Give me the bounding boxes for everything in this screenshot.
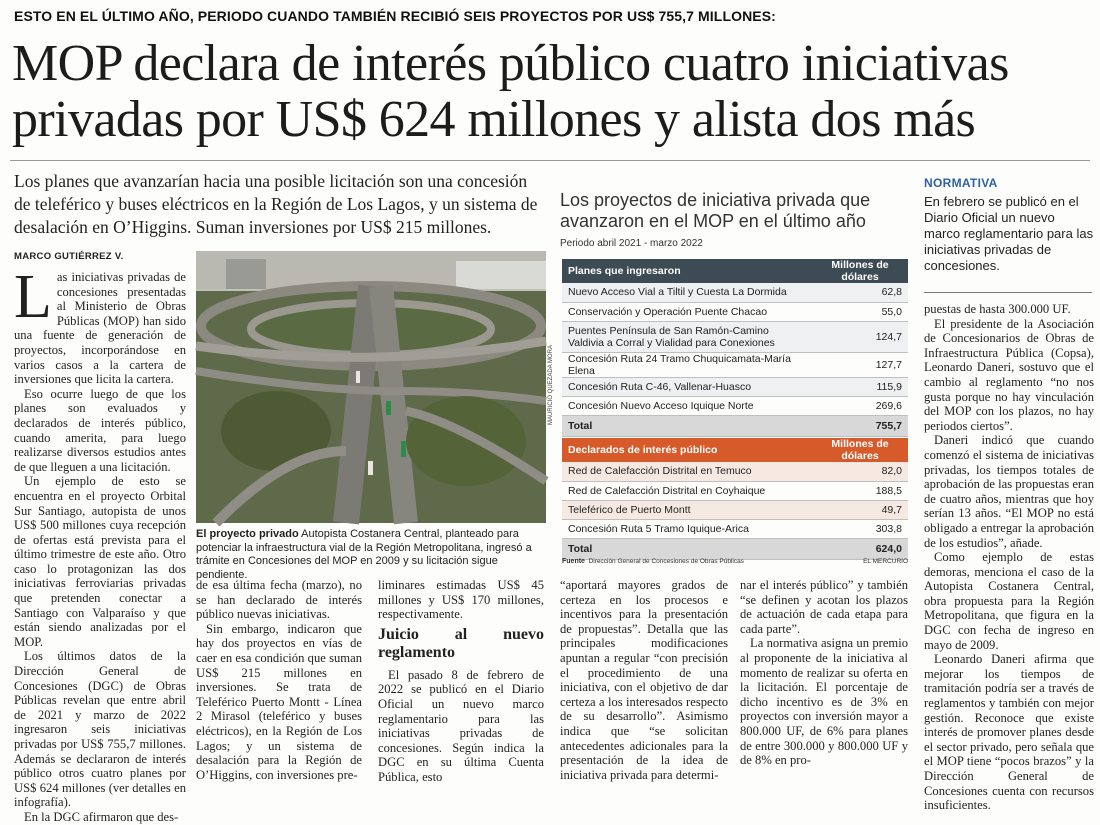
- table-header-unit: Millones de dólares: [812, 259, 908, 283]
- caption-lead: El proyecto privado: [196, 528, 299, 540]
- paragraph: [14, 263, 186, 387]
- column-4: [560, 578, 728, 782]
- row-value: 62,8: [812, 283, 908, 302]
- column-1: [14, 263, 186, 825]
- infographic-source: [562, 558, 908, 565]
- column-2: [196, 578, 362, 782]
- row-value: 124,7: [812, 321, 908, 352]
- divider: [10, 160, 1090, 161]
- paragraph: Los últimos datos de la Dirección General de Concesiones (DGC) de Obras Públicas revelan que entre abril de 2021 y marzo de 2022 ingresaron seis iniciativas privadas por US$ 755,7 millones. Además se declararon de interés público otros cuatro planes por US$ 624 millones (ver detalles en infografía).: [14, 649, 186, 810]
- paragraph: puestas de hasta 300.000 UF.: [924, 302, 1071, 316]
- headline: MOP declara de interés público cuatro iniciativas privadas por US$ 624 millones y alista dos más: [12, 35, 1009, 148]
- paragraph: En la DGC afirmaron que des-: [24, 809, 179, 824]
- table-header-unit: Millones de dólares: [812, 438, 908, 462]
- table-total-row: [562, 415, 908, 436]
- row-value: 55,0: [812, 302, 908, 321]
- row-name: Concesión Ruta C-46, Vallenar-Huasco: [562, 377, 812, 396]
- row-name: Concesión Ruta 5 Tramo Iquique-Arica: [562, 519, 812, 538]
- paragraph: Un ejemplo de esto se encuentra en el proyecto Orbital Sur Santiago, autopista de unos US$ 500 millones cuya recepción de ofertas está prevista para el último trimestre de este año. Otro caso lo protagonizan las dos iniciativas ferroviarias privadas que pretenden conectar a Santiago con Valparaíso y que están siendo analizadas por el MOP.: [14, 474, 186, 649]
- table-row: [562, 481, 908, 500]
- paragraph: liminares estimadas US$ 45 millones y US$ 170 millones, respectivamente.: [378, 578, 544, 622]
- table-row: [562, 283, 908, 302]
- table-row: [562, 302, 908, 321]
- caption-text: Autopista Costanera Central, planteado para potenciar la infraestructura vial de la Región Metropolitana, ingresó a trámite en Concesiones del MOP en 2009 y su licitación sigue pendiente.: [196, 528, 532, 581]
- paragraph: Eso ocurre luego de que los planes son evaluados y declarados de interés público, cuando amerita, para luego realizarse diversos estudios antes de que lleguen a una licitación.: [14, 386, 186, 474]
- normativa-heading: NORMATIVA: [924, 176, 998, 190]
- photo-credit: MAURICIO QUEZADA MORA: [548, 344, 554, 425]
- normativa-text: En febrero se publicó en el Diario Oficial un nuevo marco reglamentario para las iniciativas privadas de concesiones.: [924, 194, 1094, 273]
- paragraph: El presidente de la Asociación de Concesionarios de Obras de Infraestructura Pública (Copsa), Leonardo Daneri, sostuvo que el cambio al reglamento “no nos gusta porque no hay vinculación del MOP con los plazos, no hay periodos ciertos”.: [924, 316, 1094, 433]
- drop-cap: L: [14, 263, 52, 331]
- row-value: 82,0: [812, 462, 908, 481]
- photo-caption: [196, 528, 548, 582]
- table-row: [562, 321, 908, 352]
- total-value: 624,0: [812, 538, 908, 559]
- total-label: Total: [562, 538, 812, 559]
- table-row: [562, 377, 908, 396]
- infographic-title: Los proyectos de iniciativa privada que avanzaron en el MOP en el último año: [560, 190, 871, 231]
- table-row: [562, 462, 908, 481]
- kicker: ESTO EN EL ÚLTIMO AÑO, PERIODO CUANDO TAMBIÉN RECIBIÓ SEIS PROYECTOS POR US$ 755,7 MILLONES:: [14, 8, 776, 24]
- paragraph: La normativa asigna un premio al proponente de la iniciativa al momento de realizar su oferta en la licitación. El porcentaje de dicho incentivo es de 3% en proyectos con inversión mayor a 800.000 UF, de 6% para planes de entre 300.000 y 800.000 UF y de 8% en pro-: [740, 636, 908, 768]
- table-planes-ingresaron: [562, 259, 908, 437]
- deck: Los planes que avanzarían hacia una posible licitación son una concesión de teleférico y buses eléctricos en la Región de Los Lagos, y un sistema de desalación en O’Higgins. Suman inversiones por US$ 215 millones.: [14, 171, 538, 237]
- table-row: [562, 519, 908, 538]
- row-name: Nuevo Acceso Vial a Tiltil y Cuesta La Dormida: [562, 283, 812, 302]
- column-3: [378, 578, 544, 785]
- paragraph-text: as iniciativas privadas de concesiones presentadas al Ministerio de Obras Públicas (MOP) han sido una fuente de generación de proyectos, incorporándose en varios casos a la cartera de inversiones que licita la cartera.: [14, 270, 186, 387]
- row-value: 127,7: [812, 352, 908, 377]
- row-name: Red de Calefacción Distrital en Temuco: [562, 462, 812, 481]
- table-row: [562, 352, 908, 377]
- photo-highway-interchange: [196, 251, 546, 523]
- paragraph: de esa última fecha (marzo), no se han declarado de interés público nuevas iniciativas.: [196, 578, 362, 622]
- divider: [924, 292, 1092, 293]
- paragraph: Daneri indicó que cuando comenzó el sistema de iniciativas privadas, los tiempos totales de aprobación de las propuestas eran de cuatro años, mientras que hoy serían 13 años. “El MOP no está obligado a entregar la aprobación de los estudios”, añade.: [924, 433, 1094, 550]
- total-label: Total: [562, 415, 812, 436]
- paragraph: nar el interés público” y también “se definen y acotan los plazos de actuación de cada etapa para cada parte”.: [740, 578, 908, 636]
- row-name: Puentes Península de San Ramón-Camino Valdivia a Corral y Vialidad para Conexiones: [562, 321, 812, 352]
- table-row: [562, 396, 908, 415]
- row-name: Red de Calefacción Distrital en Coyhaique: [562, 481, 812, 500]
- infographic-period: Periodo abril 2021 - marzo 2022: [560, 238, 703, 249]
- table-header: Planes que ingresaron: [562, 259, 812, 283]
- table-header: Declarados de interés público: [562, 438, 812, 462]
- row-value: 303,8: [812, 519, 908, 538]
- table-declarados-interes-publico: [562, 438, 908, 560]
- photo-image: [196, 251, 546, 523]
- source-text: Dirección General de Concesiones de Obras Públicas: [588, 558, 744, 565]
- column-6: [924, 302, 1094, 813]
- brand-label: EL MERCURIO: [863, 558, 908, 565]
- table-row: [562, 500, 908, 519]
- byline: MARCO GUTIÉRREZ V.: [14, 251, 124, 262]
- total-value: 755,7: [812, 415, 908, 436]
- paragraph: Leonardo Daneri afirma que mejorar los tiempos de tramitación podría ser a través de reglamentos y también con mejor gestión. Reconoce que existe interés de promover planes desde el sector privado, pero señala que el MOP tiene “pocos brazos” y la Dirección General de Concesiones cuenta con recursos insuficientes.: [924, 652, 1094, 813]
- paragraph: El pasado 8 de febrero de 2022 se publicó en el Diario Oficial un nuevo marco reglamentario para las iniciativas privadas de concesiones. Según indica la DGC en su última Cuenta Pública, esto: [378, 667, 544, 784]
- source-label: Fuente: [562, 558, 585, 565]
- row-name: Conservación y Operación Puente Chacao: [562, 302, 812, 321]
- table-total-row: [562, 538, 908, 559]
- row-name: Teleférico de Puerto Montt: [562, 500, 812, 519]
- paragraph: Sin embargo, indicaron que hay dos proyectos en vías de caer en esa condición que suman US$ 215 millones en inversiones. Se trata de Teleférico Puerto Montt - Línea 2 Mirasol (teleférico y buses eléctricos), en la Región de Los Lagos; y un sistema de desalación para la Región de O’Higgins, con inversiones pre-: [196, 621, 362, 782]
- column-5: [740, 578, 908, 768]
- paragraph: Como ejemplo de estas demoras, menciona el caso de la Autopista Costanera Central, obra propuesta para la Región Metropolitana, que figura en la DGC con fecha de ingreso en mayo de 2009.: [924, 550, 1094, 652]
- paragraph: “aportará mayores grados de certeza en los procesos e incentivos para la presentación de propuestas”. Detalla que las principales modificaciones apuntan a regular “con precisión el procedimiento de una iniciativa, con el objetivo de dar certeza a los interesados respecto de su desarrollo”. Asimismo indica que “se solicitan antecedentes adicionales para la presentación de la idea de iniciativa privada para determi-: [560, 578, 728, 782]
- row-value: 115,9: [812, 377, 908, 396]
- row-name: Concesión Ruta 24 Tramo Chuquicamata-María Elena: [562, 352, 812, 377]
- subheading: Juicio al nuevo reglamento: [378, 625, 544, 661]
- row-value: 269,6: [812, 396, 908, 415]
- row-value: 49,7: [812, 500, 908, 519]
- row-name: Concesión Nuevo Acceso Iquique Norte: [562, 396, 812, 415]
- row-value: 188,5: [812, 481, 908, 500]
